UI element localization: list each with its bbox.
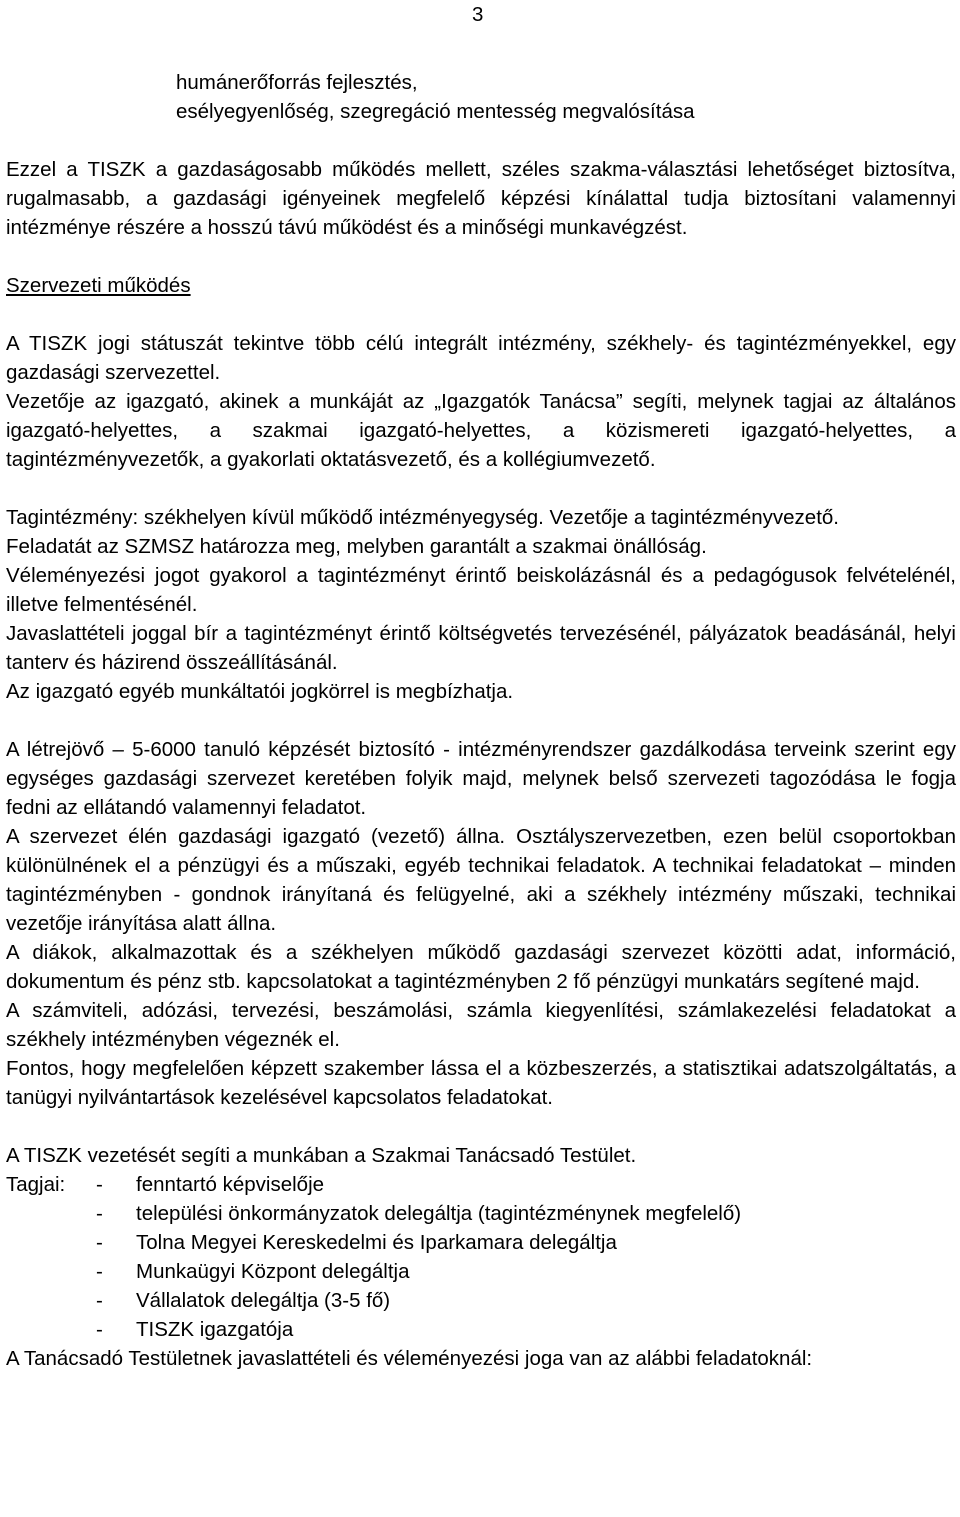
member-text: TISZK igazgatója: [136, 1318, 294, 1341]
members-lead: Tagjai:: [6, 1173, 66, 1196]
page-number: 3: [472, 3, 484, 26]
paragraph-13: Fontos, hogy megfelelően képzett szakember lássa el a közbeszerzés, a statisztikai adatszolgáltatás, a tanügyi nyilvántartások kezelésével kapcsolatos feladatokat.: [6, 1057, 956, 1109]
list-dash: -: [96, 1318, 103, 1341]
list-dash: -: [96, 1202, 103, 1225]
list-item: [6, 1199, 956, 1228]
list-item: [6, 1286, 956, 1315]
members-list: [6, 1170, 956, 1344]
paragraph-6: Véleményezési jogot gyakorol a tagintézményt érintő beiskolázásnál és a pedagógusok felvételénél, illetve felmentésénél.: [6, 564, 956, 616]
paragraph-5: Feladatát az SZMSZ határozza meg, melyben garantált a szakmai önállóság.: [6, 535, 707, 558]
list-dash: -: [96, 1289, 103, 1312]
paragraph-3: Vezetője az igazgató, akinek a munkáját az „Igazgatók Tanácsa” segíti, melynek tagjai az általános igazgató-helyettes, a szakmai igazgató-helyettes, a közismereti igazgató-helyettes, a tagintézményvezetők, a gyakorlati oktatásvezető, és a kollégiumvezető.: [6, 390, 956, 471]
member-text: Vállalatok delegáltja (3-5 fő): [136, 1289, 391, 1312]
paragraph-10: A szervezet élén gazdasági igazgató (vezető) állna. Osztályszervezetben, ezen belül csoportokban különülnének el a pénzügyi és a műszaki, egyéb technikai feladatok. A technikai feladatokat – minden tagintézményben - gondnok irányítaná és felügyelné, aki a székhely intézmény műszaki, technikai vezetője irányítása alatt állna.: [6, 825, 956, 935]
list-item: [6, 1257, 956, 1286]
paragraph-8: Az igazgató egyéb munkáltatói jogkörrel is megbízhatja.: [6, 680, 514, 703]
paragraph-7: Javaslattételi joggal bír a tagintézményt érintő költségvetés tervezésénél, pályázatok beadásánál, helyi tanterv és házirend összeállításánál.: [6, 622, 956, 674]
document-body: [6, 68, 956, 1373]
member-text: települési önkormányzatok delegáltja (tagintézménynek megfelelő): [136, 1202, 742, 1225]
paragraph-15: A Tanácsadó Testületnek javaslattételi és véleményezési joga van az alábbi feladatoknál:: [6, 1347, 813, 1370]
section-heading: Szervezeti működés: [6, 274, 191, 297]
list-item: [6, 1315, 956, 1344]
paragraph-4: Tagintézmény: székhelyen kívül működő intézményegység. Vezetője a tagintézményvezető.: [6, 506, 839, 529]
list-item: [6, 1228, 956, 1257]
intro-line-2: esélyegyenlőség, szegregáció mentesség megvalósítása: [176, 100, 695, 123]
member-text: fenntartó képviselője: [136, 1173, 325, 1196]
list-dash: -: [96, 1231, 103, 1254]
paragraph-9: A létrejövő – 5-6000 tanuló képzését biztosító - intézményrendszer gazdálkodása terveink szerint egy egységes gazdasági szervezet keretében folyik majd, melynek belső szervezeti tagozódása le fogja fedni az ellátandó valamennyi feladatot.: [6, 738, 956, 819]
member-text: Tolna Megyei Kereskedelmi és Iparkamara delegáltja: [136, 1231, 617, 1254]
list-dash: -: [96, 1260, 103, 1283]
member-text: Munkaügyi Központ delegáltja: [136, 1260, 410, 1283]
paragraph-1: Ezzel a TISZK a gazdaságosabb működés mellett, széles szakma-választási lehetőséget biztosítva, rugalmasabb, a gazdasági igényeinek megfelelő képzési kínálattal tudja biztosítani valamennyi intézménye részére a hosszú távú működést és a minőségi munkavégzést.: [6, 158, 956, 239]
list-item: [6, 1170, 956, 1199]
paragraph-14: A TISZK vezetését segíti a munkában a Szakmai Tanácsadó Testület.: [6, 1144, 637, 1167]
paragraph-2: A TISZK jogi státuszát tekintve több célú integrált intézmény, székhely- és tagintézményekkel, egy gazdasági szervezettel.: [6, 332, 956, 384]
intro-line-1: humánerőforrás fejlesztés,: [176, 71, 418, 94]
paragraph-11: A diákok, alkalmazottak és a székhelyen működő gazdasági szervezet közötti adat, információ, dokumentum és pénz stb. kapcsolatokat a tagintézményben 2 fő pénzügyi munkatárs segítené majd.: [6, 941, 956, 993]
list-dash: -: [96, 1173, 103, 1196]
paragraph-12: A számviteli, adózási, tervezési, beszámolási, számla kiegyenlítési, számlakezelési feladatokat a székhely intézményben végeznék el.: [6, 999, 956, 1051]
